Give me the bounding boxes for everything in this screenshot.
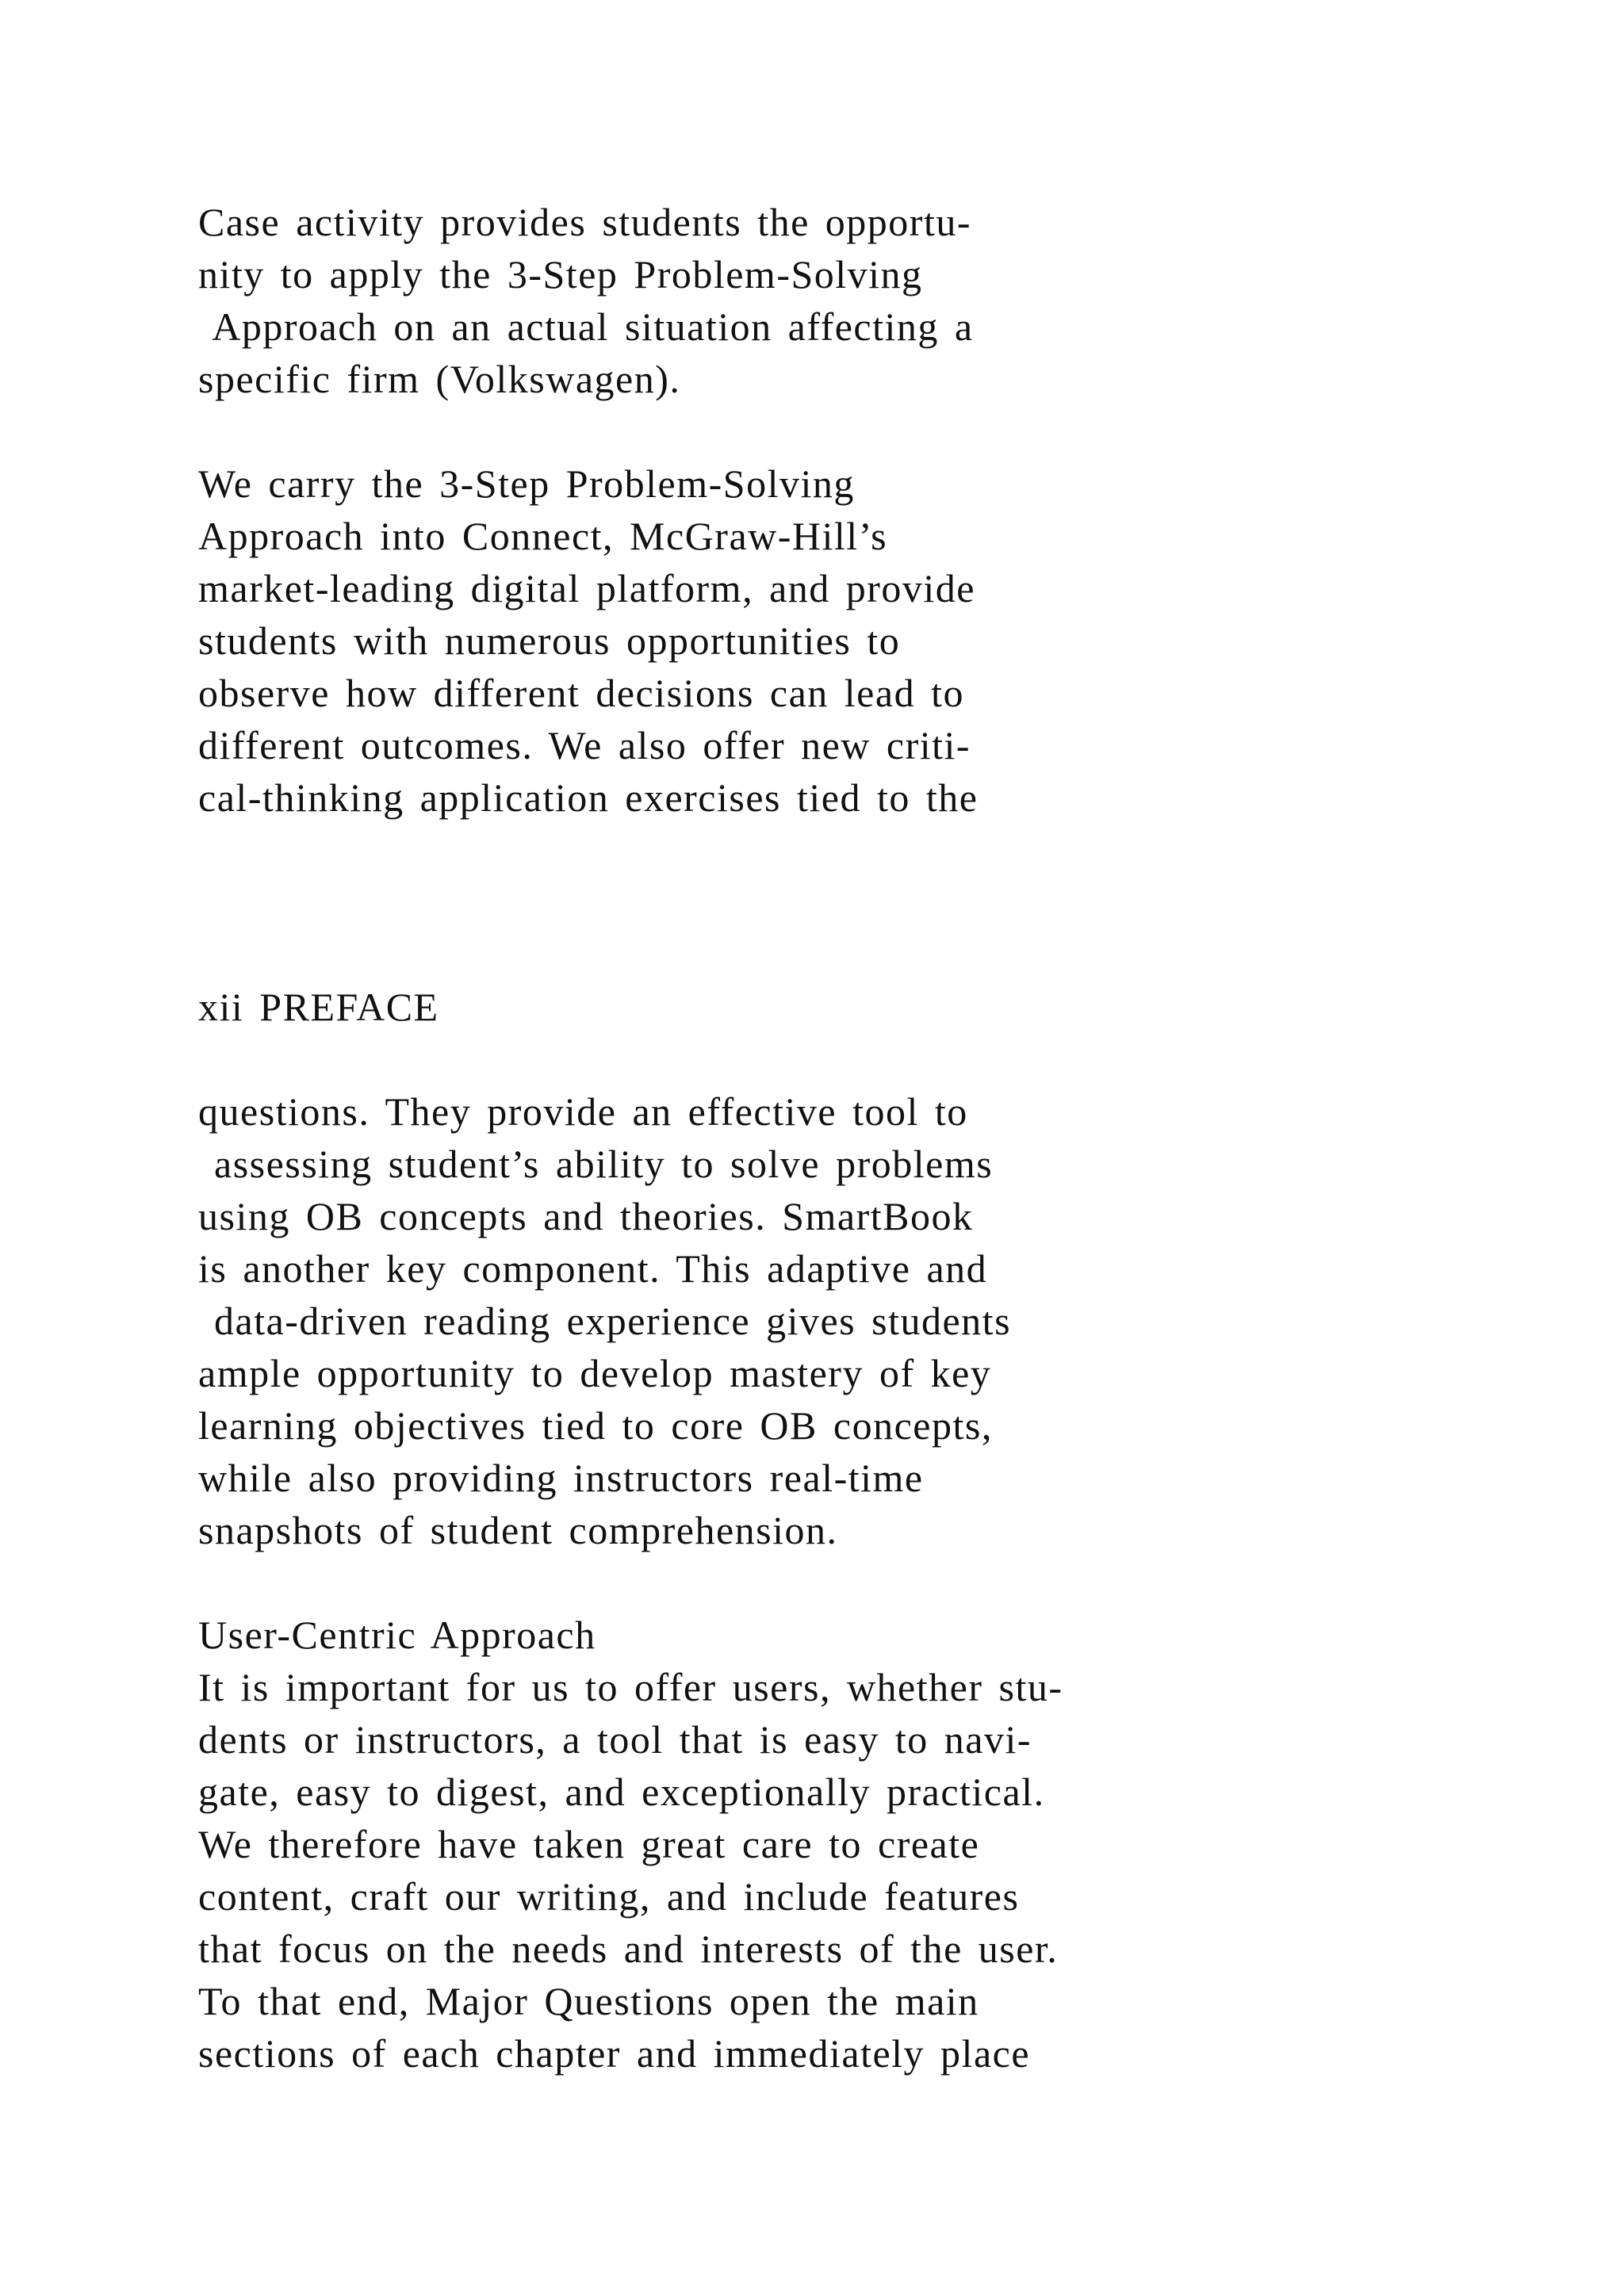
paragraph2-line-3: market-leading digital platform, and provide (198, 566, 975, 610)
paragraph3-line-4: is another key component. This adaptive and (198, 1246, 988, 1291)
paragraph2-line-1: We carry the 3-Step Problem-Solving (198, 461, 855, 506)
paragraph3-line-1: questions. They provide an effective tool to (198, 1089, 968, 1134)
page-header: xii PREFACE (198, 985, 439, 1029)
paragraph2-line-5: observe how different decisions can lead to (198, 671, 964, 715)
paragraph3-line-6: ample opportunity to develop mastery of key (198, 1351, 992, 1395)
section-line-8: sections of each chapter and immediately place (198, 2031, 1031, 2076)
section-line-1: It is important for us to offer users, whether stu- (198, 1665, 1063, 1709)
paragraph2-line-4: students with numerous opportunities to (198, 618, 901, 663)
section-line-4: We therefore have taken great care to create (198, 1822, 980, 1866)
section-line-5: content, craft our writing, and include features (198, 1874, 1020, 1919)
section-line-2: dents or instructors, a tool that is easy to navi- (198, 1717, 1032, 1762)
paragraph3-line-7: learning objectives tied to core OB concepts, (198, 1403, 993, 1448)
paragraph2-line-6: different outcomes. We also offer new criti- (198, 723, 971, 767)
section-line-3: gate, easy to digest, and exceptionally practical. (198, 1770, 1045, 1814)
paragraph2-line-7: cal-thinking application exercises tied to the (198, 775, 979, 820)
paragraph1-line-2: nity to apply the 3-Step Problem-Solving (198, 252, 923, 297)
paragraph1-line-3: Approach on an actual situation affecting a (198, 304, 974, 349)
paragraph2-line-2: Approach into Connect, McGraw-Hill’s (198, 514, 888, 558)
paragraph3-line-3: using OB concepts and theories. SmartBook (198, 1194, 974, 1238)
paragraph1-line-4: specific firm (Volkswagen). (198, 357, 681, 401)
paragraph3-line-9: snapshots of student comprehension. (198, 1508, 838, 1552)
paragraph1-line-1: Case activity provides students the opportu- (198, 200, 972, 244)
paragraph3-line-5: data-driven reading experience gives students (198, 1299, 1012, 1343)
paragraph3-line-8: while also providing instructors real-time (198, 1456, 924, 1500)
paragraph3-line-2: assessing student’s ability to solve problems (198, 1142, 994, 1186)
section-line-7: To that end, Major Questions open the main (198, 1979, 979, 2023)
section-line-6: that focus on the needs and interests of the user. (198, 1927, 1059, 1971)
section-heading: User-Centric Approach (198, 1613, 596, 1657)
